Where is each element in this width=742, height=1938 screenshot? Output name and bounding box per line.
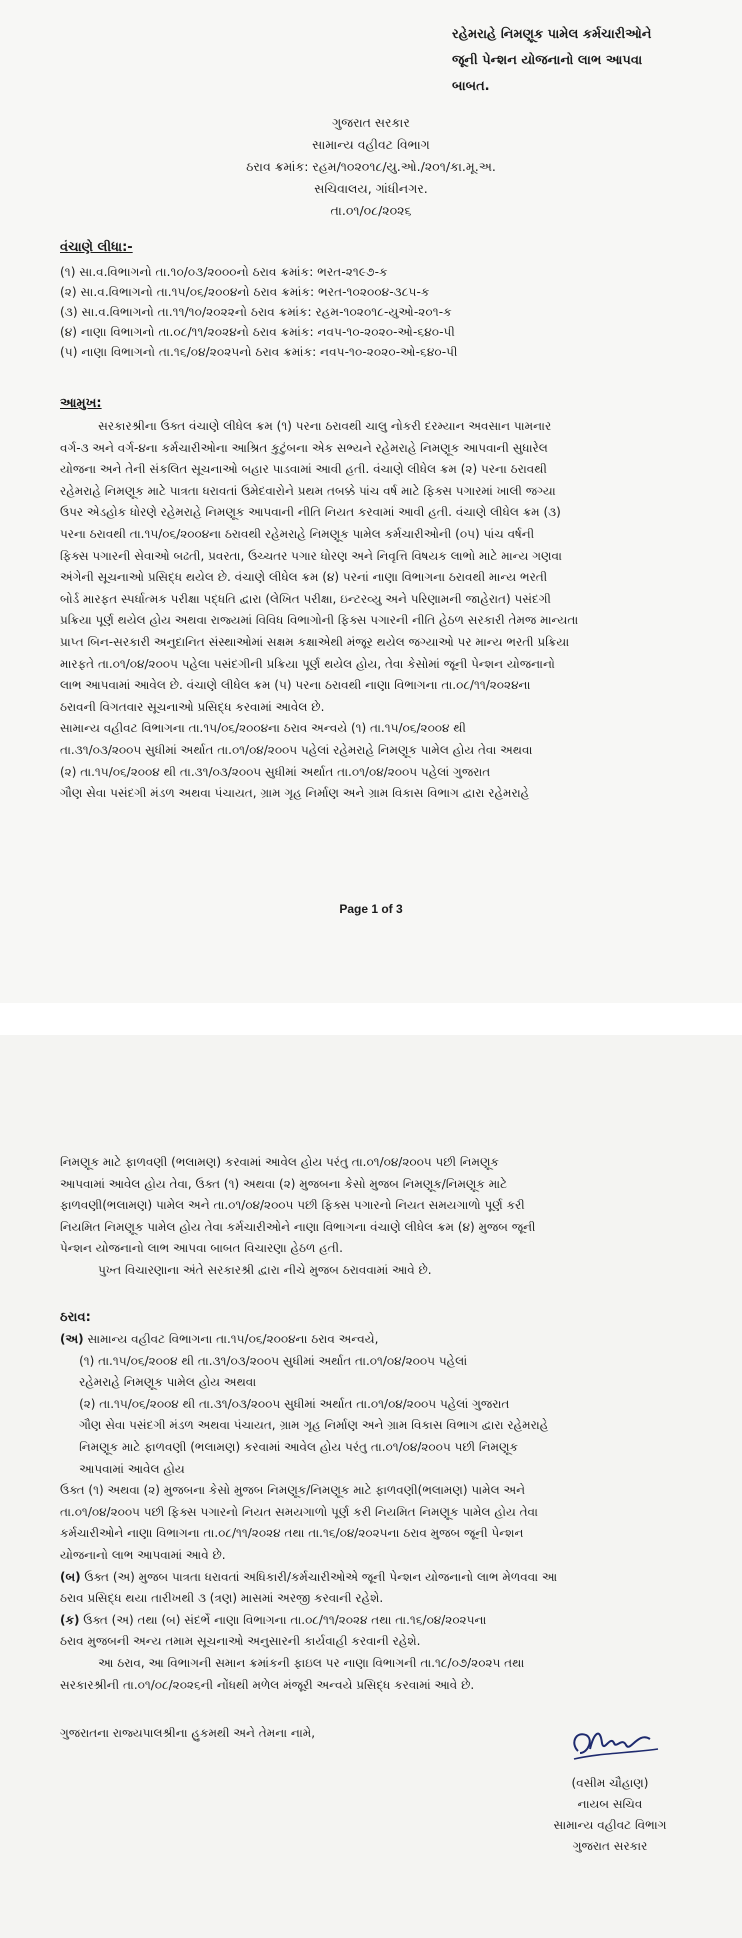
paragraph-line: યોજના અને તેની સંકલિત સૂચનાઓ બહાર પાડવામાં આવી હતી. વંચાણે લીધેલ ક્રમ (૨) પરના ઠરાવથી bbox=[60, 462, 547, 477]
clause-text: નિમણૂક માટે ફાળવણી (ભલામણ) કરવામાં આવેલ હોય પરંતુ તા.૦૧/૦૪/૨૦૦૫ પછી નિમણૂક bbox=[60, 1439, 518, 1454]
document-page-2 bbox=[0, 1035, 742, 1938]
paragraph-line: વર્ગ-૩ અને વર્ગ-૪ના કર્મચારીઓના આશ્રિત કુટુંબના એક સભ્યને રહેમરાહે નિમણૂક આપવાની સુધારેલ bbox=[60, 440, 548, 455]
paragraph-line: પ્રાપ્ત બિન-સરકારી અનુદાનિત સંસ્થાઓમાં સક્ષમ કક્ષાએથી મંજૂર થયેલ જગ્યાઓ પર માન્ય ભરતી પ્રક્રિયા bbox=[60, 634, 570, 649]
references-list bbox=[60, 262, 700, 362]
resolution-line bbox=[60, 1545, 710, 1567]
paragraph-line: પ્રક્રિયા પૂર્ણ થયેલ હોય અથવા રાજ્યમાં વિવિધ વિભાગોની ફિક્સ પગારની નીતિ હેઠળ સરકારી તેમજ માન્યતા bbox=[60, 613, 579, 628]
clause-text: આપવામાં આવેલ હોય bbox=[60, 1461, 185, 1476]
resolution-line bbox=[60, 1329, 710, 1351]
paragraph-line: નિયમિત નિમણૂક પામેલ હોય તેવા કર્મચારીઓને નાણા વિભાગના વંચાણે લીધેલ ક્રમ (૪) મુજબ જૂની bbox=[60, 1219, 536, 1234]
clause-marker: (અ) bbox=[60, 1332, 84, 1346]
clause-text: ઠરાવ પ્રસિદ્ધ થયા તારીખથી ૩ (ત્રણ) માસમાં અરજી કરવાની રહેશે. bbox=[60, 1591, 384, 1606]
clause-text: સામાન્ય વહીવટ વિભાગના તા.૧૫/૦૬/૨૦૦૪ના ઠરાવ અન્વયે, bbox=[83, 1332, 379, 1346]
reference-item: (૧) સા.વ.વિભાગનો તા.૧૦/૦૩/૨૦૦૦નો ઠરાવ ક્રમાંક: ભરત-૨૧૯૭-ક bbox=[60, 265, 388, 279]
resolution-date: તા.૦૧/૦૮/૨૦૨૬ bbox=[330, 203, 412, 218]
preamble-heading: આમુખ: bbox=[60, 396, 102, 411]
clause-text: (૧) તા.૧૫/૦૬/૨૦૦૪ થી તા.૩૧/૦૩/૨૦૦૫ સુધીમાં અર્થાત તા.૦૧/૦૪/૨૦૦૫ પહેલાં bbox=[60, 1353, 468, 1368]
resolution-line bbox=[60, 1653, 710, 1675]
government-name: ગુજરાત સરકાર bbox=[332, 115, 410, 130]
paragraph-line: પેન્શન યોજનાનો લાભ આપવા બાબત વિચારણા હેઠળ હતી. bbox=[60, 1241, 343, 1256]
subject-line: જૂની પેન્શન યોજનાનો લાભ આપવા bbox=[452, 53, 643, 68]
paragraph-line: પરના ઠરાવથી તા.૧૫/૦૬/૨૦૦૪ના ઠરાવથી રહેમરાહે નિમણૂક પામેલ કર્મચારીઓની (૦૫) પાંચ વર્ષની bbox=[60, 526, 535, 541]
clause-text: સરકારશ્રીની તા.૦૧/૦૮/૨૦૨૬ની નોંધથી મળેલ મંજૂરી અન્વયે પ્રસિદ્ધ કરવામાં આવે છે. bbox=[60, 1677, 475, 1692]
clause-text: (૨) તા.૧૫/૦૬/૨૦૦૪ થી તા.૩૧/૦૩/૨૦૦૫ સુધીમાં અર્થાત તા.૦૧/૦૪/૨૦૦૫ પહેલાં ગુજરાત bbox=[60, 1396, 510, 1411]
paragraph-line: ફાળવણી(ભલામણ) પામેલ અને તા.૦૧/૦૪/૨૦૦૫ પછી ફિક્સ પગારનો નિયત સમયગાળો પૂર્ણ કરી bbox=[60, 1198, 525, 1213]
clause-text: યોજનાનો લાભ આપવામાં આવે છે. bbox=[60, 1547, 226, 1562]
document-header bbox=[0, 112, 742, 222]
resolution-line bbox=[60, 1480, 710, 1502]
paragraph-line: સામાન્ય વહીવટ વિભાગના તા.૧૫/૦૬/૨૦૦૪ના ઠરાવ અન્વયે (૧) તા.૧૫/૦૬/૨૦૦૪ થી bbox=[60, 721, 466, 736]
page-separator bbox=[0, 1003, 742, 1035]
paragraph-line: ગૌણ સેવા પસંદગી મંડળ અથવા પંચાયત, ગ્રામ ગૃહ નિર્માણ અને ગ્રામ વિકાસ વિભાગ દ્વારા રહેમરાહે bbox=[60, 786, 530, 801]
resolution-line bbox=[60, 1588, 710, 1610]
department-name: સામાન્ય વહીવટ વિભાગ bbox=[312, 137, 430, 152]
clause-text: તા.૦૧/૦૪/૨૦૦૫ પછી ફિક્સ પગારનો નિયત સમયગાળો પૂર્ણ કરી નિયમિત નિમણૂક પામેલ હોય તેવા bbox=[60, 1504, 538, 1519]
office-location: સચિવાલય, ગાંધીનગર. bbox=[314, 181, 428, 196]
clause-marker: (ક) bbox=[60, 1612, 80, 1627]
clause-marker: (બ) bbox=[60, 1569, 81, 1584]
clause-text: ઉક્ત (અ) મુજબ પાત્રતા ધરાવતાં અધિકારી/કર્મચારીઓએ જૂની પેન્શન યોજનાનો લાભ મેળવવા આ bbox=[80, 1569, 558, 1584]
clause-text: રહેમરાહે નિમણૂક પામેલ હોય અથવા bbox=[60, 1375, 257, 1390]
resolution-line bbox=[60, 1502, 710, 1524]
resolution-line bbox=[60, 1631, 710, 1653]
resolution-line bbox=[60, 1459, 710, 1481]
paragraph-line: ફિક્સ પગારની સેવાઓ બઢતી, પ્રવરતા, ઉચ્ચતર પગાર ધોરણ અને નિવૃત્તિ વિષયક લાભો માટે માન્ય ગણવા bbox=[60, 548, 562, 563]
paragraph-line: ઉપર એડહોક ધોરણે રહેમરાહે નિમણૂક આપવાની નીતિ નિયત કરવામાં આવી હતી. વંચાણે લીધેલ ક્રમ (૩) bbox=[60, 505, 561, 520]
reference-item: (૫) નાણા વિભાગનો તા.૧૬/૦૪/૨૦૨૫નો ઠરાવ ક્રમાંક: નવપ-૧૦-૨૦૨૦-ઓ-૬૪૦-પી bbox=[60, 345, 458, 359]
clause-text: ઉક્ત (૧) અથવા (૨) મુજબના કેસો મુજબ નિમણૂક/નિમણૂક માટે ફાળવણી(ભલામણ) પામેલ અને bbox=[60, 1483, 526, 1498]
signatory-government: ગુજરાત સરકાર bbox=[572, 1839, 648, 1853]
resolution-line bbox=[60, 1415, 710, 1437]
paragraph-line: મારફતે તા.૦૧/૦૪/૨૦૦૫ પહેલા પસંદગીની પ્રક્રિયા પૂર્ણ થયેલ હોય, તેવા કેસોમાં જૂની પેન્શન યોજનાનો bbox=[60, 656, 555, 671]
reference-item: (૨) સા.વ.વિભાગનો તા.૧૫/૦૬/૨૦૦૪નો ઠરાવ ક્રમાંક: ભરત-૧૦૨૦૦૪-૩૮૫-ક bbox=[60, 285, 430, 299]
resolution-number: ઠરાવ ક્રમાંક: રહમ/૧૦૨૦૧૮/યુ.ઓ./૨૦૧/કા.મૂ.અ. bbox=[246, 159, 496, 174]
paragraph-line: સરકારશ્રીના ઉક્ત વંચાણે લીધેલ ક્રમ (૧) પરના ઠરાવથી ચાલુ નોકરી દરમ્યાન અવસાન પામનાર bbox=[60, 419, 552, 433]
clause-text: ગૌણ સેવા પસંદગી મંડળ અથવા પંચાયત, ગ્રામ ગૃહ નિર્માણ અને ગ્રામ વિકાસ વિભાગ દ્વારા રહેમરાહે bbox=[60, 1418, 549, 1433]
reference-item: (૪) નાણા વિભાગનો તા.૦૮/૧૧/૨૦૨૪નો ઠરાવ ક્રમાંક: નવપ-૧૦-૨૦૨૦-ઓ-૬૪૦-પી bbox=[60, 325, 455, 339]
paragraph-line: તા.૩૧/૦૩/૨૦૦૫ સુધીમાં અર્થાત તા.૦૧/૦૪/૨૦૦૫ પહેલાં રહેમરાહે નિમણૂક પામેલ હોય તેવા અથવા bbox=[60, 742, 533, 757]
resolution-line bbox=[60, 1372, 710, 1394]
signatory-name: (વસીમ ચૌહાણ) bbox=[571, 1776, 649, 1790]
references-heading: વંચાણે લીધા:- bbox=[60, 240, 133, 255]
resolution-line bbox=[60, 1567, 710, 1589]
preamble-continuation bbox=[60, 1152, 700, 1282]
paragraph-line: રહેમરાહે નિમણૂક માટે પાત્રતા ધરાવતાં ઉમેદવારોને પ્રથમ તબક્કે પાંચ વર્ષ માટે ફિક્સ પગારમાં ખાલી જગ્યા bbox=[60, 483, 556, 498]
closing-line: ગુજરાતના રાજ્યપાલશ્રીના હુકમથી અને તેમના નામે, bbox=[60, 1726, 316, 1740]
resolution-heading: ઠરાવ: bbox=[60, 1310, 91, 1325]
page-number: Page 1 of 3 bbox=[339, 902, 403, 916]
preamble-body bbox=[60, 416, 700, 805]
paragraph-line: નિમણૂક માટે ફાળવણી (ભલામણ) કરવામાં આવેલ હોય પરંતુ તા.૦૧/૦૪/૨૦૦૫ પછી નિમણૂક bbox=[60, 1155, 499, 1169]
paragraph-line: લાભ આપવામાં આવેલ છે. વંચાણે લીધેલ ક્રમ (૫) પરના ઠરાવથી નાણા વિભાગના તા.૦૮/૧૧/૨૦૨૪ના bbox=[60, 678, 531, 693]
resolution-line bbox=[60, 1394, 710, 1416]
clause-text: કર્મચારીઓને નાણા વિભાગના તા.૦૮/૧૧/૨૦૨૪ તથા તા.૧૬/૦૪/૨૦૨૫ના ઠરાવ મુજબ જૂની પેન્શન bbox=[60, 1526, 524, 1541]
clause-text: ઠરાવ મુજબની અન્ય તમામ સૂચનાઓ અનુસારની કાર્યવાહી કરવાની રહેશે. bbox=[60, 1634, 421, 1649]
resolution-line bbox=[60, 1675, 710, 1697]
clause-text: આ ઠરાવ, આ વિભાગની સમાન ક્રમાંકની ફાઇલ પર નાણા વિભાગની તા.૧૮/૦૭/૨૦૨૫ તથા bbox=[60, 1655, 525, 1670]
paragraph-line: બોર્ડ મારફત સ્પર્ધાત્મક પરીક્ષા પદ્ધતિ દ્વારા (લેખિત પરીક્ષા, ઇન્ટરવ્યુ અને પરિણામની જાહેરાત) પસંદગી bbox=[60, 591, 551, 606]
resolution-body bbox=[60, 1329, 710, 1696]
paragraph-line: આપવામાં આવેલ હોય તેવા, ઉક્ત (૧) અથવા (૨) મુજબના કેસો મુજબ નિમણૂક/નિમણૂક માટે bbox=[60, 1176, 508, 1191]
paragraph-line: ઠરાવની વિગતવાર સૂચનાઓ પ્રસિદ્ધ કરવામાં આવેલ છે. bbox=[60, 699, 325, 714]
signatory-block bbox=[520, 1773, 700, 1857]
subject-block bbox=[452, 22, 732, 100]
subject-line: રહેમરાહે નિમણૂક પામેલ કર્મચારીઓને bbox=[452, 27, 652, 42]
subject-line: બાબત. bbox=[452, 79, 490, 94]
signatory-designation: નાયબ સચિવ bbox=[577, 1797, 643, 1811]
clause-text: ઉક્ત (અ) તથા (બ) સંદર્ભે નાણા વિભાગના તા.૦૮/૧૧/૨૦૨૪ તથા તા.૧૬/૦૪/૨૦૨૫ના bbox=[79, 1612, 487, 1627]
paragraph-line: (૨) તા.૧૫/૦૬/૨૦૦૪ થી તા.૩૧/૦૩/૨૦૦૫ સુધીમાં અર્થાત તા.૦૧/૦૪/૨૦૦૫ પહેલાં ગુજરાત bbox=[60, 764, 491, 779]
signatory-department: સામાન્ય વહીવટ વિભાગ bbox=[553, 1818, 667, 1832]
reference-item: (૩) સા.વ.વિભાગનો તા.૧૧/૧૦/૨૦૨૨નો ઠરાવ ક્રમાંક: રહમ-૧૦૨૦૧૮-યુઓ-૨૦૧-ક bbox=[60, 305, 452, 319]
resolution-line bbox=[60, 1523, 710, 1545]
resolution-line bbox=[60, 1610, 710, 1632]
resolution-line bbox=[60, 1437, 710, 1459]
resolution-line bbox=[60, 1351, 710, 1373]
paragraph-line: પુખ્ત વિચારણાના અંતે સરકારશ્રી દ્વારા નીચે મુજબ ઠરાવવામાં આવે છે. bbox=[60, 1262, 432, 1277]
handwritten-signature bbox=[560, 1713, 670, 1769]
paragraph-line: અંગેની સૂચનાઓ પ્રસિદ્ધ થયેલ છે. વંચાણે લીધેલ ક્રમ (૪) પરનાં નાણા વિભાગના ઠરાવથી માન્ય ભરતી bbox=[60, 570, 548, 585]
